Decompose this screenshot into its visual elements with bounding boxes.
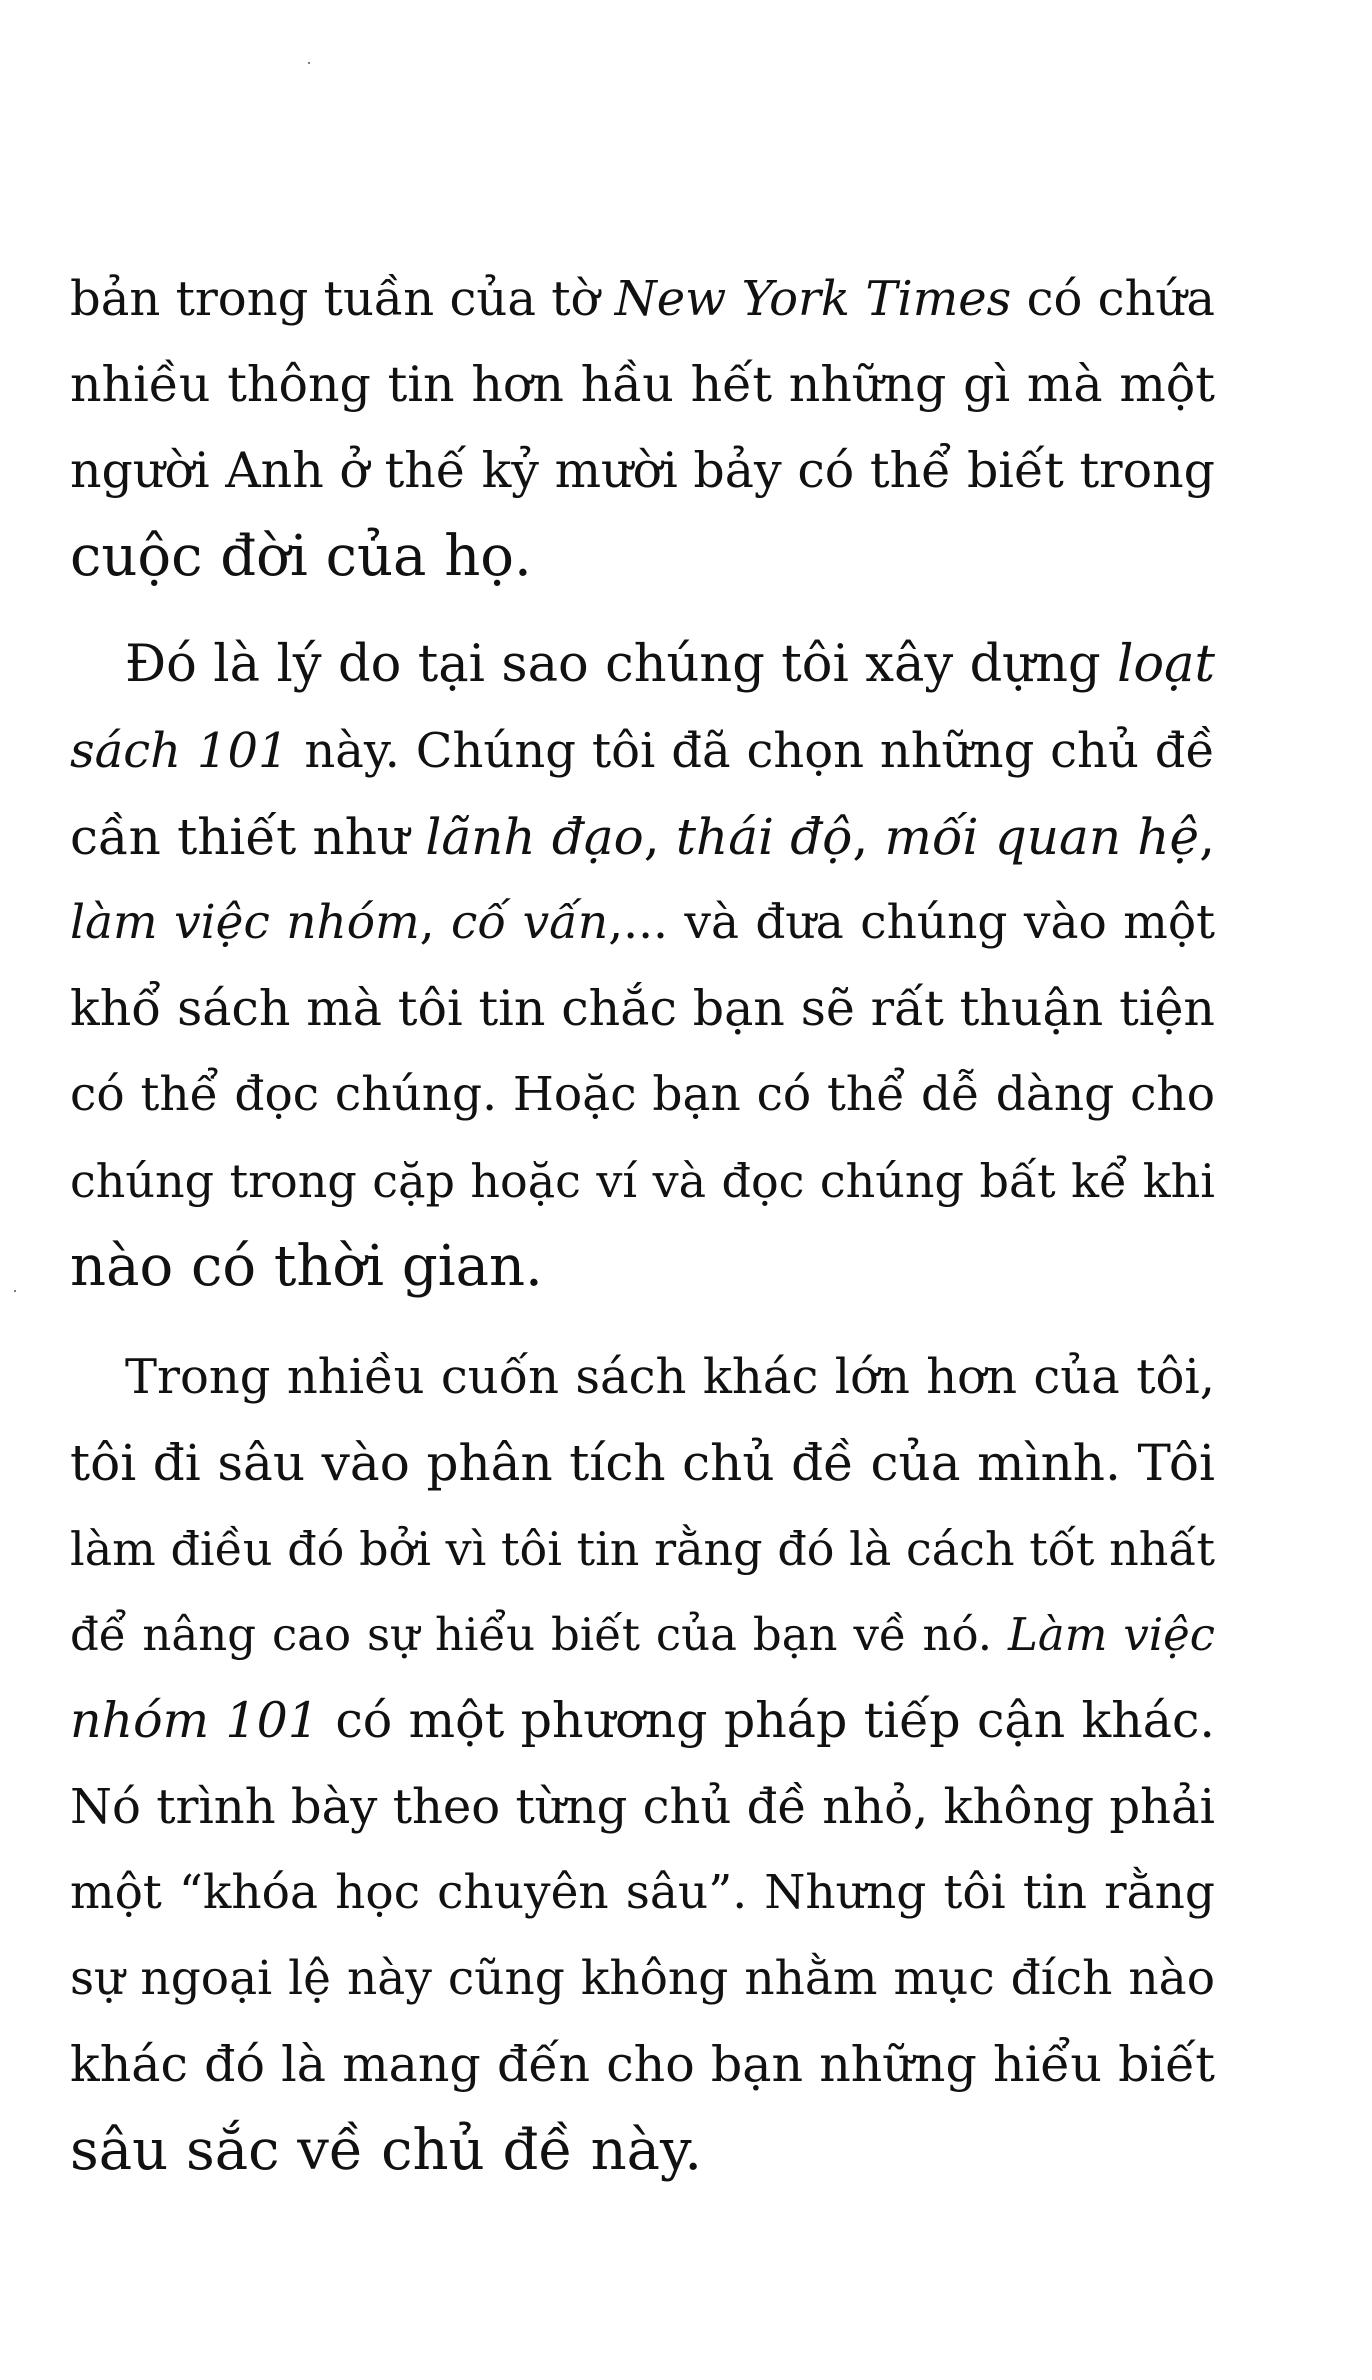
text-line: nào có thời gian. [70, 1234, 543, 1299]
text-line: Trong nhiều cuốn sách khác lớn hơn của tôi, [125, 1349, 1215, 1405]
scan-speck [14, 1290, 16, 1292]
text-line: có thể đọc chúng. Hoặc bạn có thể dễ dàng cho [70, 1067, 1215, 1122]
text-line: sách 101 này. Chúng tôi đã chọn những chủ đề [70, 723, 1215, 779]
text-line: sâu sắc về chủ đề này. [70, 2118, 703, 2183]
text-line: chúng trong cặp hoặc ví và đọc chúng bất kể khi [70, 1154, 1215, 1208]
text-line: khổ sách mà tôi tin chắc bạn sẽ rất thuận tiện [70, 980, 1215, 1037]
text-line: bản trong tuần của tờ New York Times có chứa [70, 271, 1216, 327]
text-line: tôi đi sâu vào phân tích chủ đề của mình. Tôi [70, 1434, 1215, 1492]
text-line: một “khóa học chuyên sâu”. Nhưng tôi tin rằng [70, 1865, 1215, 1920]
text-line: nhiều thông tin hơn hầu hết những gì mà một [70, 356, 1215, 413]
text-line: làm việc nhóm, cố vấn,... và đưa chúng vào một [70, 895, 1215, 950]
text-line: làm điều đó bởi vì tôi tin rằng đó là cách tốt nhất [70, 1522, 1215, 1576]
scan-speck [308, 62, 310, 64]
text-line: nhóm 101 có một phương pháp tiếp cận khác. [70, 1692, 1215, 1749]
text-line: cuộc đời của họ. [70, 524, 532, 589]
text-line: để nâng cao sự hiểu biết của bạn về nó. Làm việc [70, 1608, 1215, 1661]
text-line: cần thiết như lãnh đạo, thái độ, mối quan hệ, [70, 808, 1215, 866]
text-line: khác đó là mang đến cho bạn những hiểu biết [70, 2036, 1215, 2093]
text-line: Nó trình bày theo từng chủ đề nhỏ, không phải [70, 1779, 1215, 1835]
text-line: sự ngoại lệ này cũng không nhằm mục đích nào [70, 1951, 1215, 2006]
text-line: Đó là lý do tại sao chúng tôi xây dựng loạt [125, 635, 1215, 694]
text-line: người Anh ở thế kỷ mười bảy có thể biết trong [70, 442, 1215, 499]
